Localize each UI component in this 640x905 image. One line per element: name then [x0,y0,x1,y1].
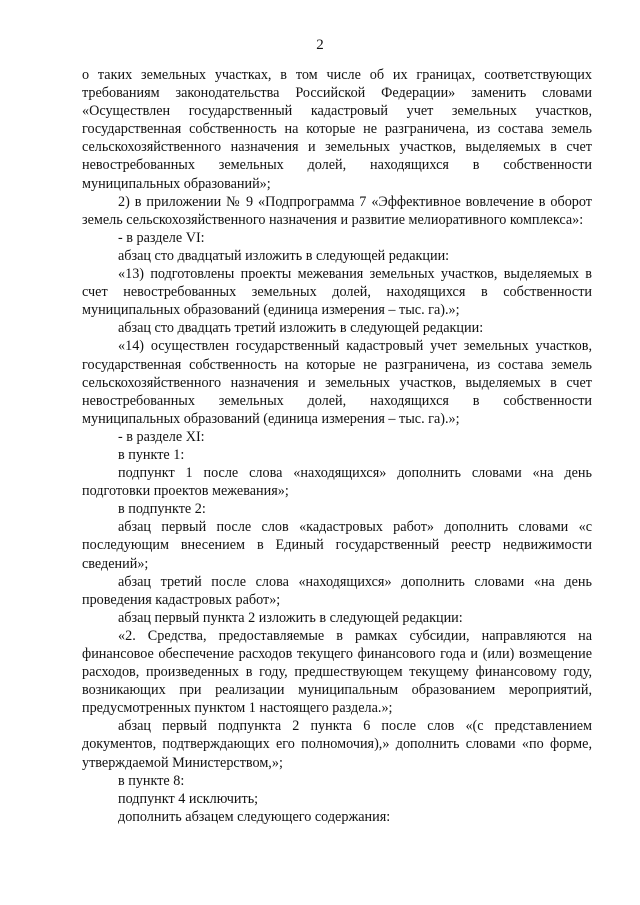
page-number: 2 [316,37,324,53]
paragraph: дополнить абзацем следующего содержания: [118,808,391,825]
paragraph: 2) в приложении № 9 «Подпрограмма 7 «Эффективное вовлечение в оборот земель сельскохозяйственного назначения и развитие мелиоративного комплекса»: [82,193,592,228]
paragraph: подпункт 4 исключить; [118,790,259,807]
paragraph: абзац первый после слов «кадастровых работ» дополнить словами «с последующим внесением в Единый государственный реестр недвижимости сведений»; [82,519,592,572]
paragraph: подпункт 1 после слова «находящихся» дополнить словами «на день подготовки проектов межевания»; [82,465,592,500]
paragraph: «2. Средства, предоставляемые в рамках субсидии, направляются на финансовое обеспечение расходов текущего финансового года и (или) возмещение расходов, произведенных в году, предшествующем текущему финансовому году, возникающих при реализации муниципальным образованием мероприятий, предусмотренных пунктом 1 настоящего раздела.»; [82,627,592,717]
paragraph: абзац сто двадцать третий изложить в следующей редакции: [118,320,484,337]
paragraph: «14) осуществлен государственный кадастровый учет земельных участков, государственная собственность на которые не разграничена, из состава земель сельскохозяйственного назначения и земельных участков, выделяемых в счет невостребованных земельных долей, находящихся в собственности муниципальных образований (единица измерения – тыс. га).»; [82,338,592,427]
paragraph: абзац третий после слова «находящихся» дополнить словами «на день проведения кадастровых работ»; [82,573,592,608]
paragraph: в подпункте 2: [118,501,206,518]
paragraph: абзац первый пункта 2 изложить в следующей редакции: [118,609,463,626]
paragraph: о таких земельных участках, в том числе об их границах, соответствующих требованиям законодательства Российской Федерации» заменить словами «Осуществлен государственный кадастровый учет земельных участков, государственная собственность на которые не разграничена, из состава земель сельскохозяйственного назначения и земельных участков, выделяемых в счет невостребованных земельных долей, находящихся в собственности муниципальных образований»; [82,67,592,192]
paragraph: абзац сто двадцатый изложить в следующей редакции: [118,247,450,264]
paragraph: - в разделе XI: [118,428,205,445]
document-body [82,66,592,826]
paragraph: - в разделе VI: [118,229,205,246]
paragraph: «13) подготовлены проекты межевания земельных участков, выделяемых в счет невостребованных земельных долей, находящихся в собственности муниципальных образований (единица измерения – тыс. га).»; [82,266,592,319]
paragraph: в пункте 1: [118,446,185,463]
paragraph: абзац первый подпункта 2 пункта 6 после слов «(с представлением документов, подтверждающих его полномочия),» дополнить словами «по форме, утверждаемой Министерством,»; [82,718,592,771]
paragraph: в пункте 8: [118,772,185,789]
